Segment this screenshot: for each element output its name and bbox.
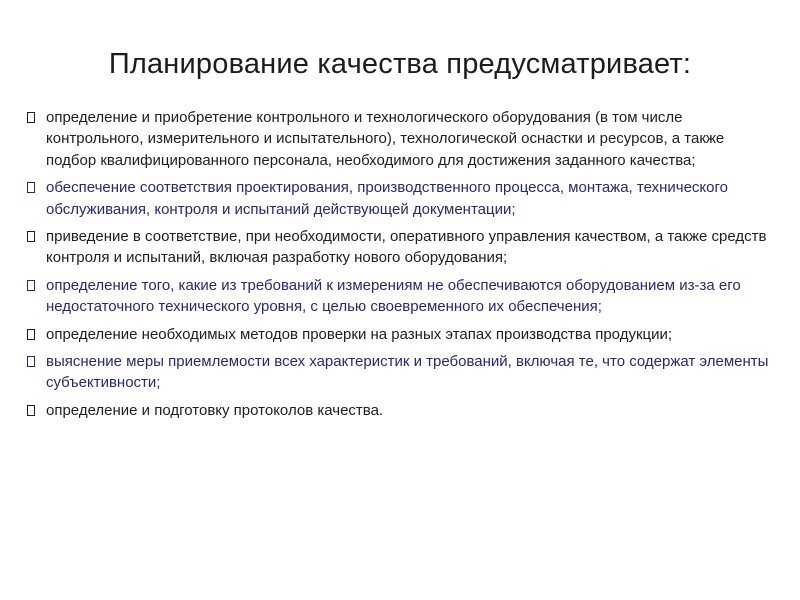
bullet-icon <box>27 280 35 291</box>
list-item <box>24 275 772 318</box>
list-item-text: определение того, какие из требований к измерениям не обеспечиваются оборудованием из-за его недостаточного технического уровня, с целью своевременного их обеспечения; <box>46 276 741 316</box>
list-item-text: определение и подготовку протоколов качества. <box>46 401 384 419</box>
slide-title: Планирование качества предусматривает: <box>108 48 692 80</box>
bullet-icon <box>27 329 35 340</box>
list-item <box>24 107 772 171</box>
bullet-icon <box>27 182 35 193</box>
list-item <box>24 324 772 345</box>
bullet-icon <box>27 112 35 123</box>
bullet-icon <box>27 405 35 416</box>
list-item <box>24 400 772 421</box>
list-item <box>24 177 772 220</box>
list-item-text: определение и приобретение контрольного и технологического оборудования (в том числе контрольного, измерительного и испытательного), технологической оснастки и ресурсов, а также подбор квалифицированного персонала, необходимого для достижения заданного качества; <box>46 109 725 169</box>
bullet-icon <box>27 231 35 242</box>
bullet-list <box>24 107 772 427</box>
list-item <box>24 226 772 269</box>
list-item-text: обеспечение соответствия проектирования, производственного процесса, монтажа, технического обслуживания, контроля и испытаний действующей документации; <box>46 179 728 218</box>
list-item-text: определение необходимых методов проверки на разных этапах производства продукции; <box>46 325 673 343</box>
list-item-text: приведение в соответствие, при необходимости, оперативного управления качеством, а также средств контроля и испытаний, включая разработку нового оборудования; <box>46 228 767 267</box>
list-item-text: выяснение меры приемлемости всех характеристик и требований, включая те, что содержат элементы субъективности; <box>46 353 769 392</box>
bullet-icon <box>27 356 35 367</box>
list-item <box>24 351 772 394</box>
